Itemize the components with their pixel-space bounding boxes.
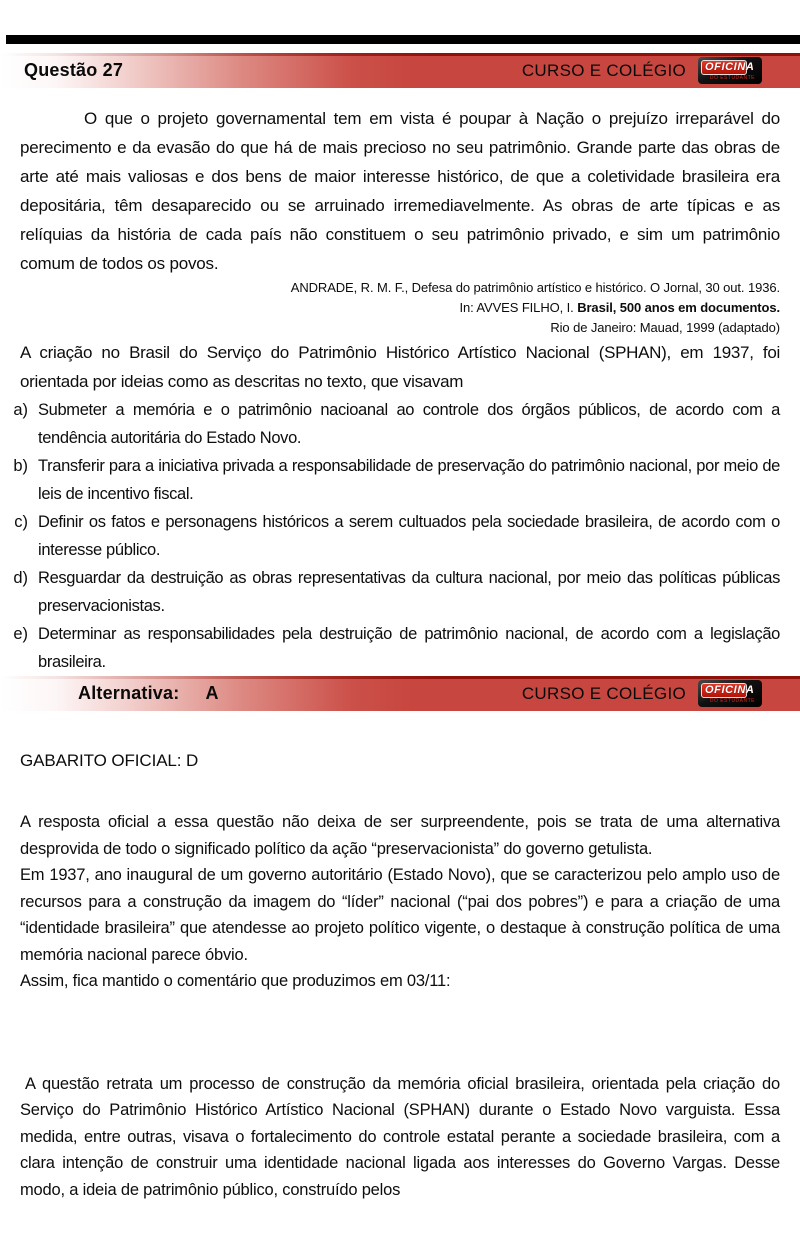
citation-line-3: Rio de Janeiro: Mauad, 1999 (adaptado) [550,320,780,335]
commentary-section [0,751,800,1203]
option-d-letter: d) [13,569,28,587]
logo-subtext: DO ESTUDANTE [709,698,755,704]
option-a-letter: a) [13,401,28,419]
option-c-text: Definir os fatos e personagens históricos a serem cultuados pela sociedade brasileira, de acordo com o interesse público. [38,513,780,559]
question-header-bar [0,53,800,88]
option-e-text: Determinar as responsabilidades pela destruição de patrimônio nacional, de acordo com a legislação brasileira. [38,625,780,671]
top-black-rule [6,35,800,44]
commentary-paragraph-1: A resposta oficial a essa questão não deixa de ser surpreendente, pois se trata de uma alternativa desprovida de todo o significado político da ação “preservacionista” do governo getulista. [20,813,780,858]
citation-line-2-title: Brasil, 500 anos em documentos. [577,300,780,315]
option-c [14,508,780,564]
option-e [13,620,780,676]
citation-line-2 [20,298,780,318]
citation-line-1: ANDRADE, R. M. F., Defesa do patrimônio artístico e histórico. O Jornal, 30 out. 1936. [290,280,780,295]
answer-value: A [205,683,219,703]
options-list [13,396,780,676]
logo-wordmark: OFICINA [705,684,755,696]
option-a [13,396,780,452]
option-d [13,564,780,620]
header-right-group [522,57,800,84]
commentary-paragraph-3: Assim, fica mantido o comentário que produzimos em 03/11: [20,972,451,990]
option-e-letter: e) [13,625,28,643]
option-c-letter: c) [14,513,28,531]
logo-wordmark: OFICINA [705,61,755,73]
commentary-paragraph-2: Em 1937, ano inaugural de um governo autoritário (Estado Novo), que se caracterizou pelo amplo uso de recursos para a construção da imagem do “líder” nacional (“pai dos pobres”) e para a criação de uma “identidade brasileira” que atendesse ao projeto político vigente, o destaque à construção política de uma memória nacional parece óbvio. [20,866,780,964]
option-b-text: Transferir para a iniciativa privada a responsabilidade de preservação do patrimônio nacional, por meio de leis de incentivo fiscal. [38,457,780,503]
oficina-logo-answer-bar [698,680,762,707]
option-b-letter: b) [13,457,28,475]
official-answer-line: GABARITO OFICIAL: D [20,751,199,770]
answer-label-text: Alternativa: [78,683,180,703]
option-d-text: Resguardar da destruição as obras representativas da cultura nacional, por meio das políticas públicas preservacionistas. [38,569,780,615]
logo-subtext: DO ESTUDANTE [709,75,755,81]
answer-bar [0,676,800,711]
oficina-logo [698,57,762,84]
brand-text: CURSO E COLÉGIO [521,60,686,80]
question-number-label: Questão 27 [24,60,124,80]
quoted-passage: O que o projeto governamental tem em vista é poupar à Nação o prejuízo irreparável do perecimento e da evasão do que há de mais precioso no seu patrimônio. Grande parte das obras de arte até mais valiosas e dos bens de maior interesse histórico, de que a coletividade brasileira era depositária, têm desaparecido ou se arruinado irremediavelmente. As obras de arte típicas e as relíquias da história de cada país não constituem o seu patrimônio privado, e sim um patrimônio comum de todos os povos. [20,109,780,273]
commentary-paragraph-4: A questão retrata um processo de construção da memória oficial brasileira, orientada pela criação do Serviço do Patrimônio Histórico Artístico Nacional (SPHAN) durante o Estado Novo varguista. Essa medida, entre outras, visava o fortalecimento do controle estatal perante a sociedade brasileira, com a clara intenção de construir uma identidade nacional ligada aos interesses do Governo Vargas. Desse modo, a ideia de patrimônio público, construído pelos [20,1074,780,1199]
question-content [0,104,800,676]
answer-bar-brand-text: CURSO E COLÉGIO [521,683,686,703]
citation-line-2-prefix: In: AVVES FILHO, I. [459,300,578,315]
option-b [13,452,780,508]
citation-block [20,278,780,338]
option-a-text: Submeter a memória e o patrimônio nacioanal ao controle dos órgãos públicos, de acordo com a tendência autoritária do Estado Novo. [38,401,780,447]
answer-label [0,683,219,704]
answer-bar-right-group [522,680,800,707]
question-stem: A criação no Brasil do Serviço do Patrimônio Histórico Artístico Nacional (SPHAN), em 1937, foi orientada por ideias como as descritas no texto, que visavam [20,343,780,391]
